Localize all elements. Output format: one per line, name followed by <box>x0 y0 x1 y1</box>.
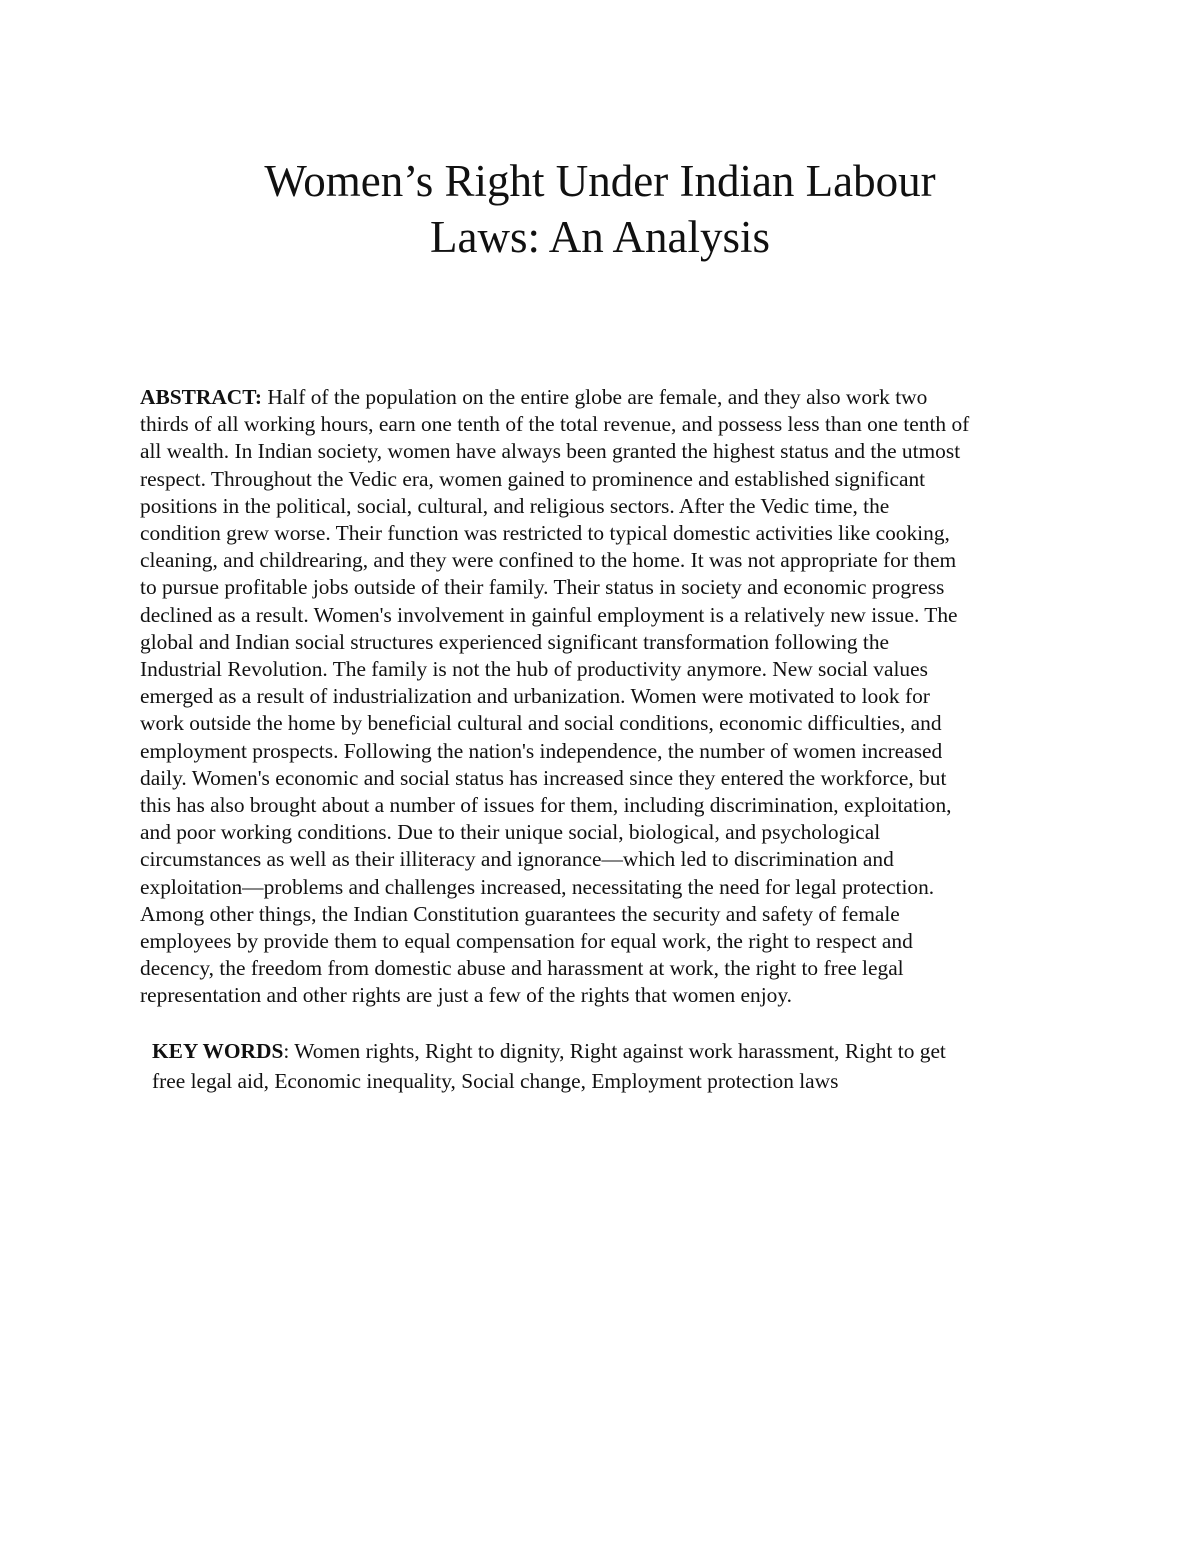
abstract-line <box>140 384 1070 411</box>
abstract-line: circumstances as well as their illiteracy and ignorance—which led to discrimination and <box>140 847 894 872</box>
paper-title-line-1: Women’s Right Under Indian Labour <box>264 156 936 206</box>
abstract-line: cleaning, and childrearing, and they were confined to the home. It was not appropriate for them <box>140 548 957 573</box>
keywords-label: KEY WORDS <box>152 1039 284 1063</box>
paper-title-line-2: Laws: An Analysis <box>429 212 770 262</box>
abstract-line: employees by provide them to equal compensation for equal work, the right to respect and <box>140 929 913 954</box>
abstract-line: global and Indian social structures experienced significant transformation following the <box>140 629 890 654</box>
abstract-line: work outside the home by beneficial cultural and social conditions, economic difficulties, and <box>140 711 942 736</box>
abstract-line: exploitation—problems and challenges increased, necessitating the need for legal protection. <box>140 874 935 899</box>
keywords-line: free legal aid, Economic inequality, Social change, Employment protection laws <box>152 1069 839 1093</box>
keywords-line <box>152 1036 1082 1066</box>
abstract-line: positions in the political, social, cultural, and religious sectors. After the Vedic time, the <box>140 493 890 518</box>
keywords-text: : Women rights, Right to dignity, Right against work harassment, Right to get <box>283 1039 946 1063</box>
abstract-text: Half of the population on the entire globe are female, and they also work two <box>262 385 928 409</box>
abstract-line: condition grew worse. Their function was restricted to typical domestic activities like cooking, <box>140 521 950 546</box>
abstract-line: all wealth. In Indian society, women have always been granted the highest status and the utmost <box>140 439 961 464</box>
abstract-line: and poor working conditions. Due to their unique social, biological, and psychological <box>140 820 881 845</box>
abstract-line: Industrial Revolution. The family is not the hub of productivity anymore. New social values <box>140 657 928 682</box>
abstract-line: to pursue profitable jobs outside of their family. Their status in society and economic progress <box>140 575 945 600</box>
abstract-line: representation and other rights are just a few of the rights that women enjoy. <box>140 983 793 1008</box>
keywords-paragraph <box>152 1036 1082 1096</box>
paper-title <box>150 153 1050 265</box>
abstract-line: daily. Women's economic and social status has increased since they entered the workforce, but <box>140 765 947 790</box>
abstract-line: emerged as a result of industrialization and urbanization. Women were motivated to look for <box>140 684 930 709</box>
abstract-line: respect. Throughout the Vedic era, women gained to prominence and established significant <box>140 466 926 491</box>
abstract-line: decency, the freedom from domestic abuse and harassment at work, the right to free legal <box>140 956 904 981</box>
abstract-line: employment prospects. Following the nation's independence, the number of women increased <box>140 738 943 763</box>
abstract-label: ABSTRACT: <box>140 385 263 409</box>
abstract-line: thirds of all working hours, earn one tenth of the total revenue, and possess less than one tenth of <box>140 412 970 437</box>
abstract-line: declined as a result. Women's involvement in gainful employment is a relatively new issue. The <box>140 602 958 627</box>
abstract-line: Among other things, the Indian Constitution guarantees the security and safety of female <box>140 901 900 926</box>
abstract-line: this has also brought about a number of issues for them, including discrimination, exploitation, <box>140 793 952 818</box>
abstract-paragraph <box>140 384 1070 1010</box>
